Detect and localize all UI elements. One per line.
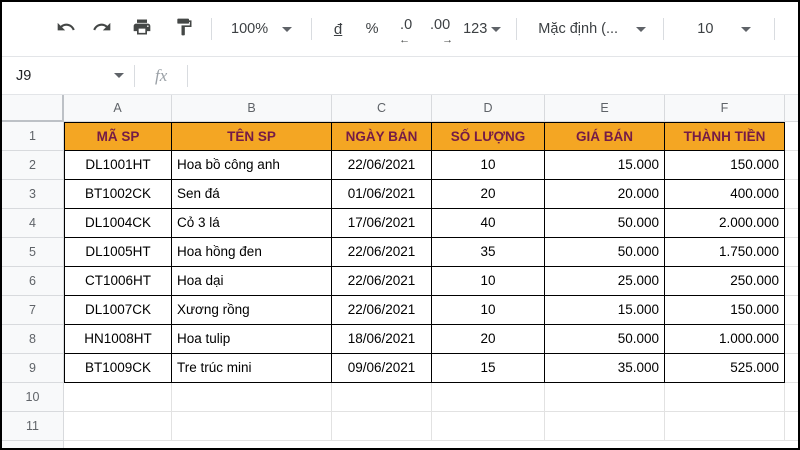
row-header-11[interactable]: 11 bbox=[2, 412, 64, 441]
cell-C5[interactable]: 22/06/2021 bbox=[332, 238, 432, 267]
sheet-row-9 bbox=[2, 354, 798, 383]
cell-A5[interactable]: DL1005HT bbox=[64, 238, 172, 267]
cell-partial-1 bbox=[785, 122, 800, 151]
sheet-row-6 bbox=[2, 267, 798, 296]
cell-A6[interactable]: CT1006HT bbox=[64, 267, 172, 296]
row-header-5[interactable]: 5 bbox=[2, 238, 64, 267]
cell-D7[interactable]: 10 bbox=[432, 296, 545, 325]
cell-E5[interactable]: 50.000 bbox=[545, 238, 665, 267]
column-header-A[interactable]: A bbox=[64, 95, 172, 122]
sheet-row-3 bbox=[2, 180, 798, 209]
undo-icon bbox=[56, 17, 76, 42]
cell-C3[interactable]: 01/06/2021 bbox=[332, 180, 432, 209]
cell-partial-5 bbox=[785, 238, 800, 267]
increase-decimal-label: .00 bbox=[430, 17, 451, 33]
sheet-row-2 bbox=[2, 151, 798, 180]
active-cell-reference: J9 bbox=[16, 67, 32, 84]
cell-C1[interactable]: NGÀY BÁN bbox=[332, 122, 432, 151]
cell-A7[interactable]: DL1007CK bbox=[64, 296, 172, 325]
cell-partial-6 bbox=[785, 267, 800, 296]
column-header-partial bbox=[785, 95, 800, 122]
cell-C11[interactable] bbox=[332, 412, 432, 441]
cell-A1[interactable]: MÃ SP bbox=[64, 122, 172, 151]
cell-C6[interactable]: 22/06/2021 bbox=[332, 267, 432, 296]
cell-B7[interactable]: Xương rồng bbox=[172, 296, 332, 325]
cell-E9[interactable]: 35.000 bbox=[545, 354, 665, 383]
cell-D11[interactable] bbox=[432, 412, 545, 441]
cell-A11[interactable] bbox=[64, 412, 172, 441]
cell-D8[interactable]: 20 bbox=[432, 325, 545, 354]
cell-A8[interactable]: HN1008HT bbox=[64, 325, 172, 354]
decrease-decimal-button[interactable] bbox=[389, 11, 423, 47]
cell-A2[interactable]: DL1001HT bbox=[64, 151, 172, 180]
cell-B5[interactable]: Hoa hồng đen bbox=[172, 238, 332, 267]
cell-D3[interactable]: 20 bbox=[432, 180, 545, 209]
cell-partial-7 bbox=[785, 296, 800, 325]
toolbar bbox=[2, 2, 798, 57]
sheet-row-5 bbox=[2, 238, 798, 267]
cell-E4[interactable]: 50.000 bbox=[545, 209, 665, 238]
undo-button[interactable] bbox=[48, 11, 84, 47]
cell-E6[interactable]: 25.000 bbox=[545, 267, 665, 296]
sheet-row-4 bbox=[2, 209, 798, 238]
cell-E7[interactable]: 15.000 bbox=[545, 296, 665, 325]
toolbar-divider bbox=[516, 18, 517, 40]
sheet-row-1 bbox=[2, 122, 798, 151]
cell-E2[interactable]: 15.000 bbox=[545, 151, 665, 180]
toolbar-divider bbox=[774, 18, 775, 40]
cell-B9[interactable]: Tre trúc mini bbox=[172, 354, 332, 383]
zoom-control[interactable] bbox=[221, 21, 302, 37]
arrow-right-icon: → bbox=[442, 34, 454, 46]
chevron-down-icon bbox=[636, 27, 646, 32]
cell-D9[interactable]: 15 bbox=[432, 354, 545, 383]
more-formats-label: 123 bbox=[463, 21, 488, 37]
cell-F4[interactable]: 2.000.000 bbox=[665, 209, 785, 238]
row-header-10[interactable]: 10 bbox=[2, 383, 64, 412]
cell-C7[interactable]: 22/06/2021 bbox=[332, 296, 432, 325]
row-header-4[interactable]: 4 bbox=[2, 209, 64, 238]
cell-E3[interactable]: 20.000 bbox=[545, 180, 665, 209]
cell-D2[interactable]: 10 bbox=[432, 151, 545, 180]
print-icon bbox=[132, 17, 152, 42]
column-header-E[interactable]: E bbox=[545, 95, 665, 122]
toolbar-divider bbox=[211, 18, 212, 40]
cell-B4[interactable]: Cỏ 3 lá bbox=[172, 209, 332, 238]
cell-F1[interactable]: THÀNH TIỀN bbox=[665, 122, 785, 151]
cell-B6[interactable]: Hoa dại bbox=[172, 267, 332, 296]
arrow-left-icon: ← bbox=[399, 34, 411, 46]
cell-B10[interactable] bbox=[172, 383, 332, 412]
cell-C2[interactable]: 22/06/2021 bbox=[332, 151, 432, 180]
cell-C9[interactable]: 09/06/2021 bbox=[332, 354, 432, 383]
sheet-row-11 bbox=[2, 412, 798, 441]
cell-C4[interactable]: 17/06/2021 bbox=[332, 209, 432, 238]
decrease-decimal-label: .0 bbox=[400, 17, 413, 33]
font-size-select[interactable] bbox=[673, 21, 765, 37]
format-percent-button[interactable]: % bbox=[365, 21, 379, 37]
cell-E8[interactable]: 50.000 bbox=[545, 325, 665, 354]
cell-C10[interactable] bbox=[332, 383, 432, 412]
font-family-value: Mặc định (... bbox=[538, 21, 619, 37]
formula-bar-divider bbox=[134, 65, 135, 87]
toolbar-divider bbox=[311, 18, 312, 40]
cell-A4[interactable]: DL1004CK bbox=[64, 209, 172, 238]
cell-B8[interactable]: Hoa tulip bbox=[172, 325, 332, 354]
cell-F11[interactable] bbox=[665, 412, 785, 441]
cell-B3[interactable]: Sen đá bbox=[172, 180, 332, 209]
cell-partial-11 bbox=[785, 412, 800, 441]
column-header-F[interactable]: F bbox=[665, 95, 785, 122]
row-header-7[interactable]: 7 bbox=[2, 296, 64, 325]
paint-format-button[interactable] bbox=[166, 11, 202, 47]
cell-partial-10 bbox=[785, 383, 800, 412]
cell-C8[interactable]: 18/06/2021 bbox=[332, 325, 432, 354]
cell-F2[interactable]: 150.000 bbox=[665, 151, 785, 180]
row-header-6[interactable]: 6 bbox=[2, 267, 64, 296]
more-formats-button[interactable] bbox=[457, 21, 507, 37]
column-header-row bbox=[2, 95, 798, 122]
fx-icon: fx bbox=[155, 65, 168, 85]
cell-partial-4 bbox=[785, 209, 800, 238]
cell-D10[interactable] bbox=[432, 383, 545, 412]
cell-B2[interactable]: Hoa bồ công anh bbox=[172, 151, 332, 180]
row-header-3[interactable]: 3 bbox=[2, 180, 64, 209]
cell-partial-2 bbox=[785, 151, 800, 180]
font-family-select[interactable] bbox=[526, 21, 654, 37]
cell-E10[interactable] bbox=[545, 383, 665, 412]
cell-F10[interactable] bbox=[665, 383, 785, 412]
row-header-8[interactable]: 8 bbox=[2, 325, 64, 354]
font-size-value: 10 bbox=[697, 21, 714, 37]
cell-F8[interactable]: 1.000.000 bbox=[665, 325, 785, 354]
row-header-2[interactable]: 2 bbox=[2, 151, 64, 180]
chevron-down-icon bbox=[491, 27, 501, 32]
chevron-down-icon bbox=[282, 27, 292, 32]
cell-A9[interactable]: BT1009CK bbox=[64, 354, 172, 383]
redo-icon bbox=[92, 17, 112, 42]
cell-F9[interactable]: 525.000 bbox=[665, 354, 785, 383]
cell-B1[interactable]: TÊN SP bbox=[172, 122, 332, 151]
row-header-1[interactable]: 1 bbox=[2, 122, 64, 151]
redo-button[interactable] bbox=[84, 11, 120, 47]
column-header-B[interactable]: B bbox=[172, 95, 332, 122]
formula-input[interactable] bbox=[188, 57, 798, 94]
sheet-row-10 bbox=[2, 383, 798, 412]
cell-A10[interactable] bbox=[64, 383, 172, 412]
select-all-corner[interactable] bbox=[2, 95, 64, 122]
cell-E1[interactable]: GIÁ BÁN bbox=[545, 122, 665, 151]
toolbar-divider bbox=[663, 18, 664, 40]
cell-F3[interactable]: 400.000 bbox=[665, 180, 785, 209]
cell-D6[interactable]: 10 bbox=[432, 267, 545, 296]
column-header-C[interactable]: C bbox=[332, 95, 432, 122]
cell-A3[interactable]: BT1002CK bbox=[64, 180, 172, 209]
chevron-down-icon bbox=[114, 73, 124, 78]
formula-bar bbox=[2, 57, 798, 95]
cell-F6[interactable]: 250.000 bbox=[665, 267, 785, 296]
sheet-row-8 bbox=[2, 325, 798, 354]
cell-D1[interactable]: SỐ LƯỢNG bbox=[432, 122, 545, 151]
paint-format-icon bbox=[174, 17, 194, 42]
cell-F5[interactable]: 1.750.000 bbox=[665, 238, 785, 267]
cell-partial-8 bbox=[785, 325, 800, 354]
row-gutter-fill bbox=[2, 441, 64, 449]
spreadsheet-grid bbox=[2, 95, 798, 449]
zoom-value: 100% bbox=[231, 21, 269, 37]
cell-E11[interactable] bbox=[545, 412, 665, 441]
name-box[interactable] bbox=[2, 68, 134, 84]
increase-decimal-button[interactable] bbox=[423, 11, 457, 47]
chevron-down-icon bbox=[741, 27, 751, 32]
cell-D4[interactable]: 40 bbox=[432, 209, 545, 238]
cell-F7[interactable]: 150.000 bbox=[665, 296, 785, 325]
cell-partial-9 bbox=[785, 354, 800, 383]
print-button[interactable] bbox=[124, 11, 160, 47]
column-header-D[interactable]: D bbox=[432, 95, 545, 122]
cell-partial-3 bbox=[785, 180, 800, 209]
sheet-row-7 bbox=[2, 296, 798, 325]
row-header-9[interactable]: 9 bbox=[2, 354, 64, 383]
format-currency-button[interactable]: đ bbox=[333, 20, 343, 38]
cell-B11[interactable] bbox=[172, 412, 332, 441]
cell-D5[interactable]: 35 bbox=[432, 238, 545, 267]
